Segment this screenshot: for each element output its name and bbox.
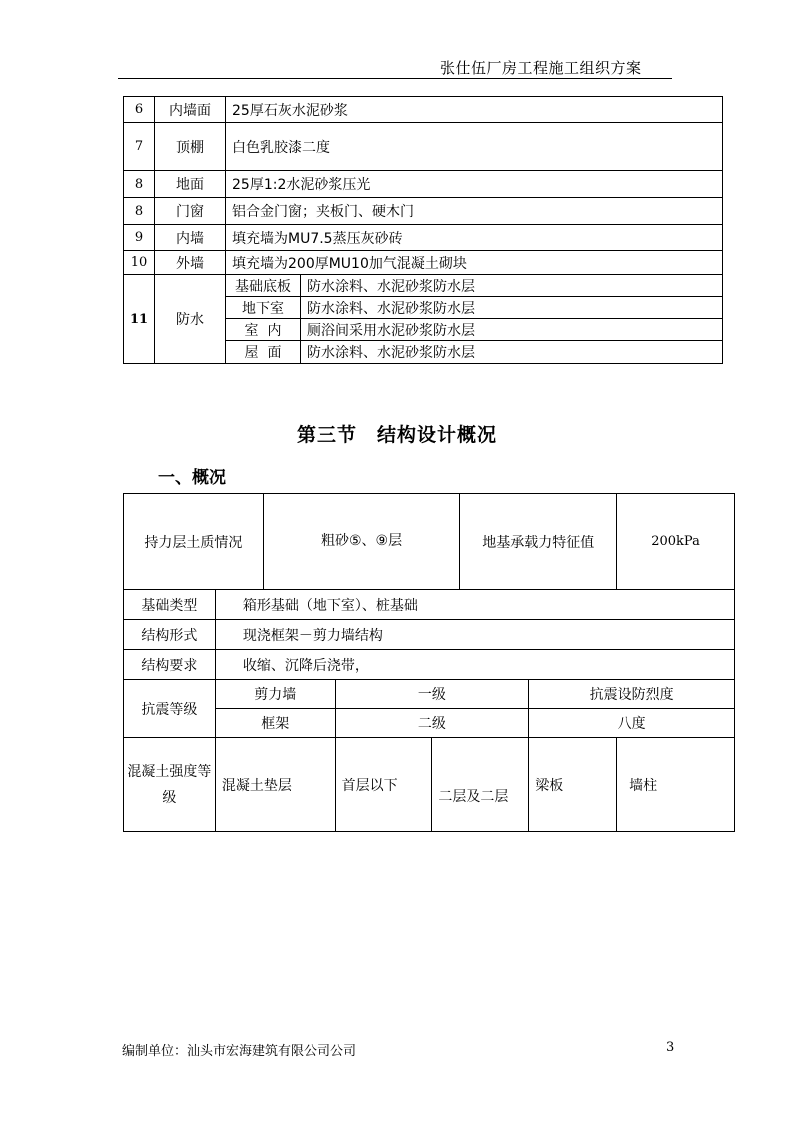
table-row (124, 97, 723, 123)
table-row (124, 275, 723, 297)
subsection-title: 一、概况 (158, 468, 226, 488)
header-rule (118, 78, 672, 79)
table-row (124, 494, 735, 590)
sub-label: 地下室 (226, 297, 301, 319)
row-item: 门窗 (155, 198, 226, 225)
row-content: 铝合金门窗；夹板门、硬木门 (226, 198, 723, 225)
table-row (124, 620, 735, 650)
structure-form-value: 现浇框架－剪力墙结构 (215, 620, 734, 650)
concrete-col-below-first: 首层以下 (335, 738, 432, 832)
page-number: 3 (666, 1040, 675, 1055)
section-title: 第三节 结构设计概况 (296, 424, 497, 446)
bearing-label: 地基承载力特征值 (460, 494, 617, 590)
concrete-label: 混凝土强度等级 (124, 738, 216, 832)
row-number: 9 (124, 225, 155, 251)
seismic-label: 抗震等级 (124, 680, 216, 738)
structure-req-value: 收缩、沉降后浇带， (215, 650, 734, 680)
table-row (124, 171, 723, 198)
row-number: 7 (124, 123, 155, 171)
row-content: 填充墙为200厚MU10加气混凝土砌块 (226, 251, 723, 275)
concrete-col-second-floor: 二层及二层 (432, 738, 529, 832)
table-row (124, 198, 723, 225)
table-row (124, 123, 723, 171)
bearing-value: 200kPa (617, 494, 735, 590)
table-row (124, 225, 723, 251)
shear-wall-value: 一级 (335, 680, 529, 709)
foundation-value: 箱形基础（地下室）、桩基础 (215, 590, 734, 620)
row-number: 11 (124, 275, 155, 364)
row-content: 25厚石灰水泥砂浆 (226, 97, 723, 123)
structure-table (123, 493, 735, 832)
row-item: 地面 (155, 171, 226, 198)
concrete-col-beam-slab: 梁板 (529, 738, 617, 832)
sub-label: 屋 面 (226, 341, 301, 364)
row-content: 25厚1:2水泥砂浆压光 (226, 171, 723, 198)
row-number: 10 (124, 251, 155, 275)
fortification-label: 抗震设防烈度 (529, 680, 735, 709)
row-item: 内墙 (155, 225, 226, 251)
sub-content: 防水涂料、水泥砂浆防水层 (301, 275, 723, 297)
concrete-col-cushion: 混凝土垫层 (215, 738, 335, 832)
frame-value: 二级 (335, 709, 529, 738)
soil-label: 持力层土质情况 (124, 494, 264, 590)
fortification-value: 八度 (529, 709, 735, 738)
row-number: 6 (124, 97, 155, 123)
row-number: 8 (124, 171, 155, 198)
row-item: 顶棚 (155, 123, 226, 171)
sub-content: 厕浴间采用水泥砂浆防水层 (301, 319, 723, 341)
foundation-label: 基础类型 (124, 590, 216, 620)
row-content: 白色乳胶漆二度 (226, 123, 723, 171)
structure-form-label: 结构形式 (124, 620, 216, 650)
shear-wall-label: 剪力墙 (215, 680, 335, 709)
sub-label: 基础底板 (226, 275, 301, 297)
frame-label: 框架 (215, 709, 335, 738)
header-title: 张仕伍厂房工程施工组织方案 (440, 59, 642, 77)
row-item: 防水 (155, 275, 226, 364)
concrete-col-wall-column: 墙柱 (617, 738, 735, 832)
finish-table (123, 96, 723, 364)
table-row (124, 251, 723, 275)
sub-content: 防水涂料、水泥砂浆防水层 (301, 341, 723, 364)
sub-content: 防水涂料、水泥砂浆防水层 (301, 297, 723, 319)
sub-label: 室 内 (226, 319, 301, 341)
table-row (124, 650, 735, 680)
table-row (124, 590, 735, 620)
soil-value: 粗砂⑤、⑨层 (263, 494, 460, 590)
table-row (124, 680, 735, 709)
row-item: 外墙 (155, 251, 226, 275)
structure-req-label: 结构要求 (124, 650, 216, 680)
footer-unit: 编制单位：汕头市宏海建筑有限公司公司 (122, 1044, 357, 1059)
row-number: 8 (124, 198, 155, 225)
table-row (124, 709, 735, 738)
row-item: 内墙面 (155, 97, 226, 123)
row-content: 填充墙为MU7.5蒸压灰砂砖 (226, 225, 723, 251)
table-row (124, 738, 735, 832)
